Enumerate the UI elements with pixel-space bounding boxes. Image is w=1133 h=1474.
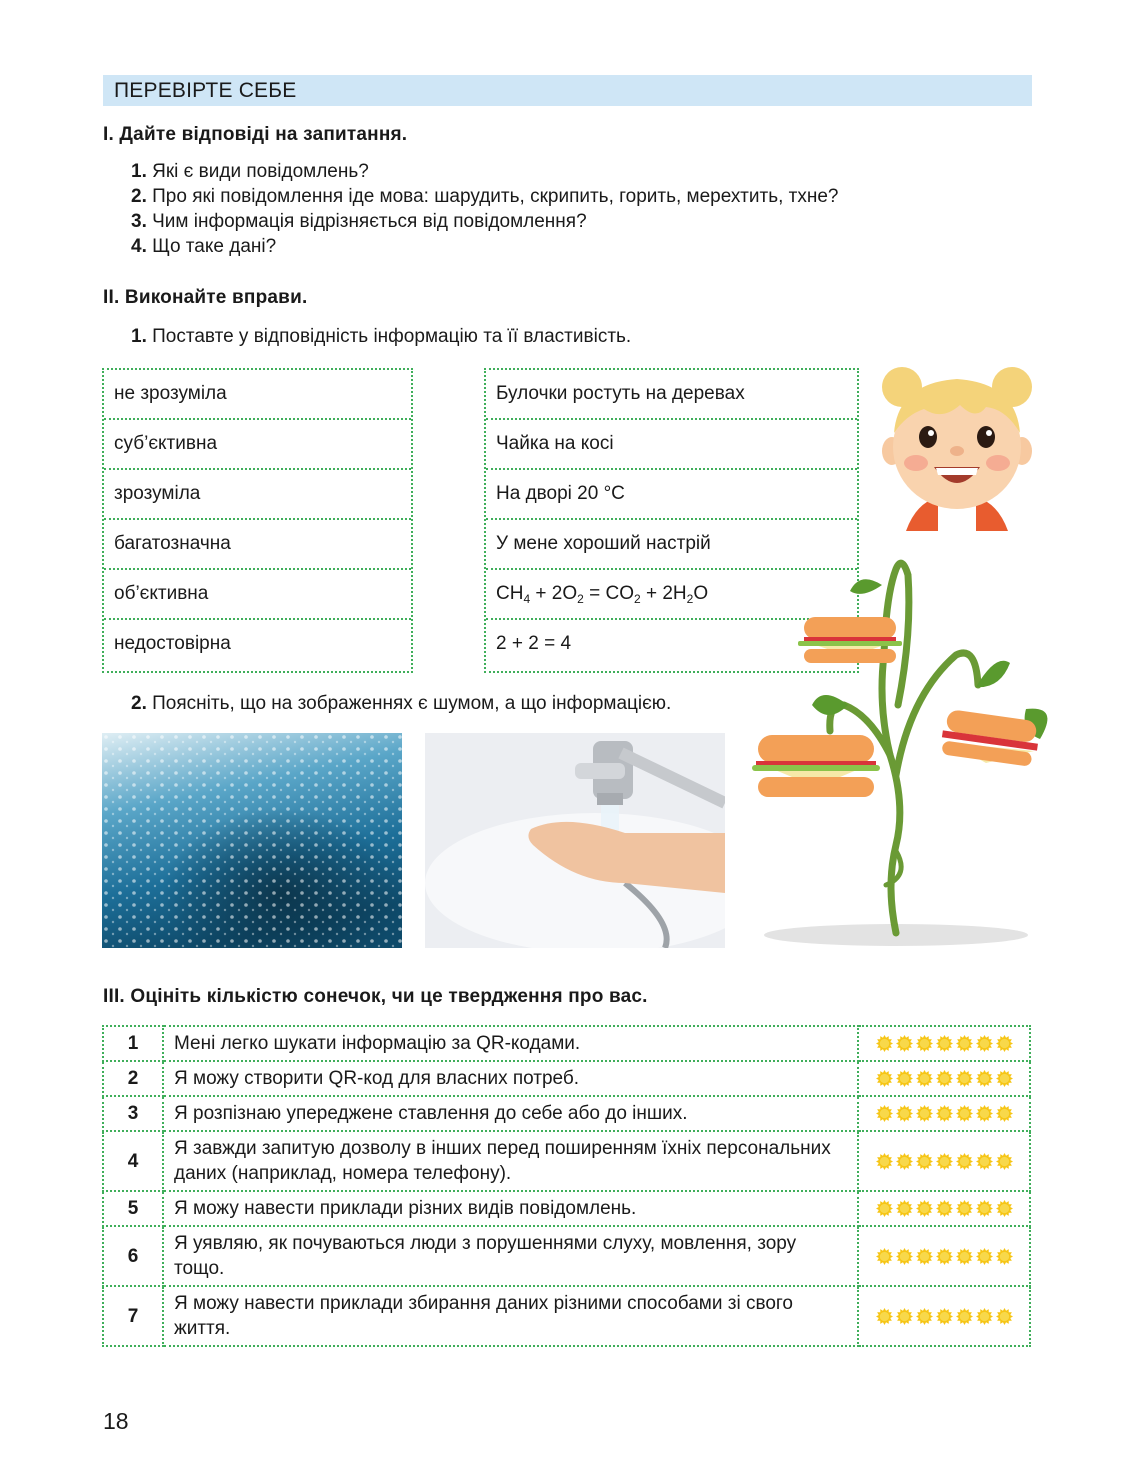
sun-icon[interactable] — [996, 1248, 1013, 1265]
sun-icon[interactable] — [916, 1035, 933, 1052]
statement-text: Я можу навести приклади різних видів повідомлень. — [163, 1191, 858, 1226]
sun-icon[interactable] — [896, 1153, 913, 1170]
sun-icon[interactable] — [956, 1308, 973, 1325]
question-3: 3. Чим інформація відрізняється від повідомлення? — [131, 211, 587, 232]
statement-cell: На дворі 20 °С — [486, 470, 857, 520]
properties-column — [102, 368, 413, 673]
sun-icon[interactable] — [976, 1308, 993, 1325]
sun-icon[interactable] — [956, 1035, 973, 1052]
sun-icon[interactable] — [996, 1308, 1013, 1325]
sun-icon[interactable] — [936, 1035, 953, 1052]
sun-icon[interactable] — [936, 1200, 953, 1217]
row-number: 2 — [103, 1061, 163, 1096]
sun-icon[interactable] — [896, 1200, 913, 1217]
page-number: 18 — [103, 1408, 129, 1434]
property-cell: недостовірна — [114, 633, 231, 654]
row-number: 4 — [103, 1131, 163, 1191]
section-header-band — [103, 75, 1032, 106]
statement-text: Я розпізнаю упереджене ставлення до себе або до інших. — [163, 1096, 858, 1131]
table-row — [103, 1131, 1030, 1191]
sun-icon[interactable] — [976, 1200, 993, 1217]
table-row — [103, 1026, 1030, 1061]
row-number: 1 — [103, 1026, 163, 1061]
sun-icon[interactable] — [936, 1308, 953, 1325]
sun-rating[interactable] — [858, 1131, 1030, 1191]
property-cell: не зрозуміла — [104, 370, 411, 420]
statement-text: Я уявляю, як почуваються люди з порушеннями слуху, мовлення, зору тощо. — [163, 1226, 858, 1286]
sun-icon[interactable] — [896, 1070, 913, 1087]
page-title: ПЕРЕВІРТЕ СЕБЕ — [114, 79, 297, 102]
statement-cell-formula: $CH_4 + 2O_2 = CO_2 + 2H_2O$ — [486, 570, 857, 620]
section-2-title: II. Виконайте вправи. — [103, 287, 308, 308]
statement-text: Я завжди запитую дозволу в інших перед поширенням їхніх персональних даних (наприклад, номера телефону). — [163, 1131, 858, 1191]
row-number: 7 — [103, 1286, 163, 1346]
sun-icon[interactable] — [876, 1200, 893, 1217]
sun-icon[interactable] — [876, 1248, 893, 1265]
sun-icon[interactable] — [916, 1200, 933, 1217]
sun-icon[interactable] — [896, 1105, 913, 1122]
sun-icon[interactable] — [996, 1200, 1013, 1217]
table-row — [103, 1226, 1030, 1286]
statement-cell: 2 + 2 = 4 — [496, 633, 572, 654]
sun-icon[interactable] — [916, 1308, 933, 1325]
sun-icon[interactable] — [956, 1200, 973, 1217]
rain-window-photo — [102, 733, 402, 948]
sun-icon[interactable] — [956, 1248, 973, 1265]
table-row — [103, 1191, 1030, 1226]
sun-icon[interactable] — [896, 1248, 913, 1265]
statement-text: Мені легко шукати інформацію за QR-кодами. — [163, 1026, 858, 1061]
sun-icon[interactable] — [876, 1035, 893, 1052]
sun-icon[interactable] — [936, 1070, 953, 1087]
sun-rating[interactable] — [858, 1191, 1030, 1226]
sun-icon[interactable] — [976, 1248, 993, 1265]
sandwich-top — [798, 617, 902, 663]
girl-face-illustration — [876, 365, 1038, 531]
sun-icon[interactable] — [876, 1308, 893, 1325]
property-cell: об’єктивна — [104, 570, 411, 620]
sun-icon[interactable] — [956, 1070, 973, 1087]
statement-cell: Чайка на косі — [486, 420, 857, 470]
statement-cell: У мене хороший настрій — [486, 520, 857, 570]
sun-icon[interactable] — [956, 1105, 973, 1122]
sun-icon[interactable] — [996, 1035, 1013, 1052]
sun-icon[interactable] — [976, 1105, 993, 1122]
sandwich-plant-illustration — [750, 555, 1063, 947]
sun-icon[interactable] — [876, 1070, 893, 1087]
sun-rating[interactable] — [858, 1226, 1030, 1286]
sun-rating[interactable] — [858, 1096, 1030, 1131]
sun-icon[interactable] — [936, 1153, 953, 1170]
sandwich-left — [752, 735, 880, 797]
question-2: 2. Про які повідомлення іде мова: шарудить, скрипить, горить, мерехтить, тхне? — [131, 186, 839, 207]
row-number: 6 — [103, 1226, 163, 1286]
statement-text: Я можу навести приклади збирання даних різними способами зі свого життя. — [163, 1286, 858, 1346]
sun-icon[interactable] — [996, 1070, 1013, 1087]
sun-icon[interactable] — [876, 1153, 893, 1170]
sun-icon[interactable] — [896, 1035, 913, 1052]
sun-rating[interactable] — [858, 1026, 1030, 1061]
section-3-title: III. Оцініть кількістю сонечок, чи це твердження про вас. — [103, 986, 648, 1007]
statement-text: Я можу створити QR-код для власних потреб. — [163, 1061, 858, 1096]
sun-icon[interactable] — [956, 1153, 973, 1170]
sun-icon[interactable] — [916, 1153, 933, 1170]
sun-icon[interactable] — [976, 1070, 993, 1087]
sun-rating[interactable] — [858, 1286, 1030, 1346]
property-cell: багатозначна — [104, 520, 411, 570]
sandwich-right — [941, 709, 1038, 767]
table-row — [103, 1061, 1030, 1096]
statement-cell: Булочки ростуть на деревах — [486, 370, 857, 420]
faucet-hand-photo — [425, 733, 725, 948]
exercise-2: 2. Поясніть, що на зображеннях є шумом, а що інформацією. — [131, 693, 672, 714]
exercise-1: 1. Поставте у відповідність інформацію та її властивість. — [131, 326, 632, 347]
question-4: 4. Що таке дані? — [131, 236, 277, 257]
sun-icon[interactable] — [916, 1248, 933, 1265]
question-1: 1. Які є види повідомлень? — [131, 161, 369, 182]
row-number: 3 — [103, 1096, 163, 1131]
row-number: 5 — [103, 1191, 163, 1226]
table-row — [103, 1286, 1030, 1346]
section-1-title: I. Дайте відповіді на запитання. — [103, 124, 408, 145]
sun-icon[interactable] — [876, 1105, 893, 1122]
table-row — [103, 1096, 1030, 1131]
property-cell: суб’єктивна — [104, 420, 411, 470]
sun-icon[interactable] — [996, 1105, 1013, 1122]
property-cell: зрозуміла — [104, 470, 411, 520]
sun-icon[interactable] — [936, 1105, 953, 1122]
sun-icon[interactable] — [976, 1035, 993, 1052]
sun-icon[interactable] — [936, 1248, 953, 1265]
sun-icon[interactable] — [996, 1153, 1013, 1170]
sun-rating[interactable] — [858, 1061, 1030, 1096]
sun-icon[interactable] — [896, 1308, 913, 1325]
self-assessment-table — [102, 1025, 1031, 1347]
sun-icon[interactable] — [976, 1153, 993, 1170]
sun-icon[interactable] — [916, 1105, 933, 1122]
sun-icon[interactable] — [916, 1070, 933, 1087]
